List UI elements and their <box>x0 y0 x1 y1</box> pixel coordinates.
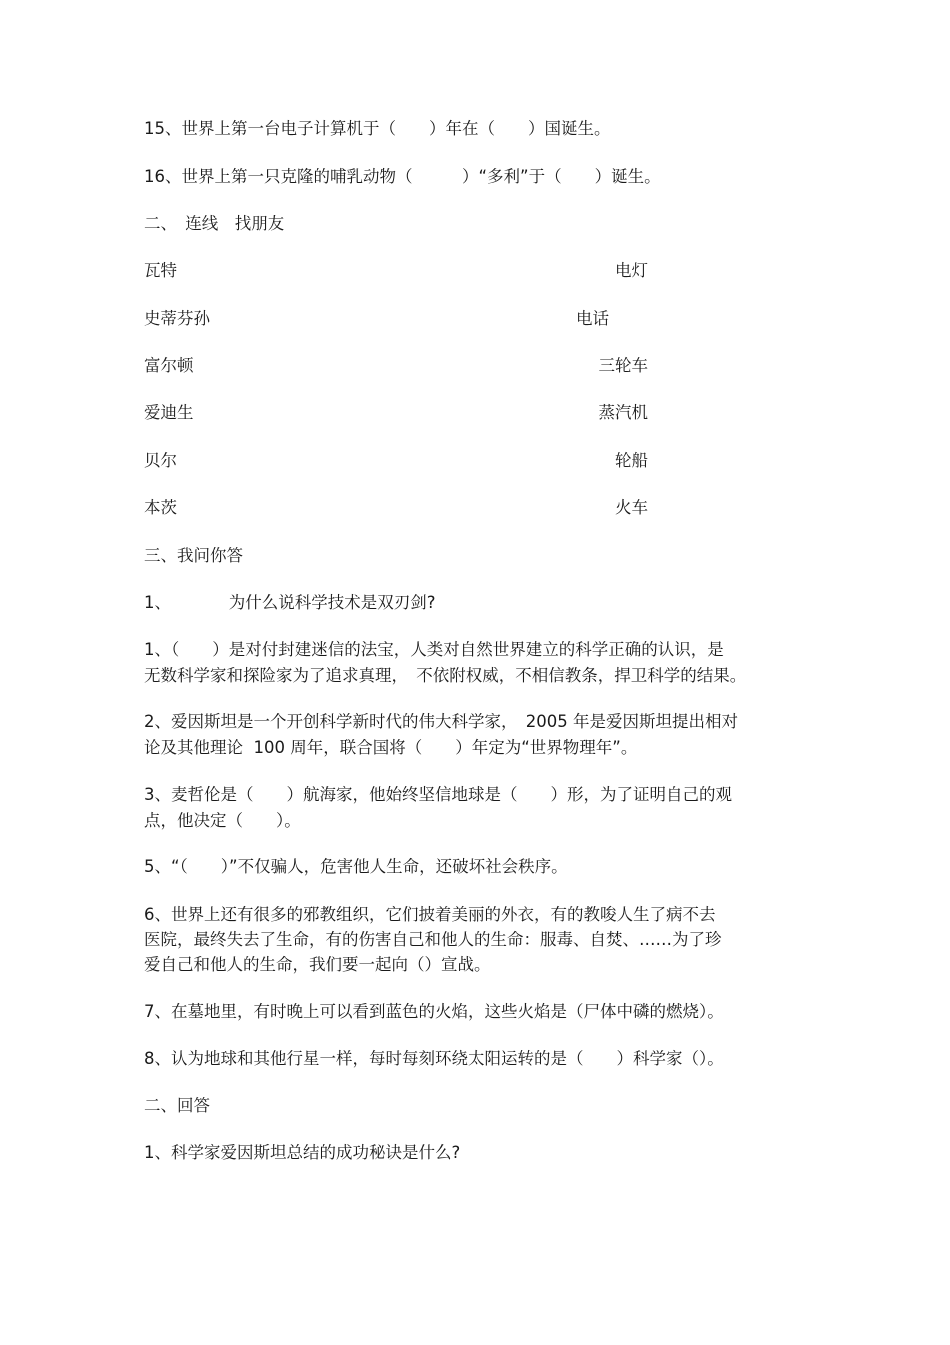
qa-question-1: 1、 为什么说科学技术是双刃剑? <box>144 593 436 612</box>
section-heading-qa: 三、我问你答 <box>144 546 243 565</box>
match-right-item: 轮船 <box>615 451 648 470</box>
fill-in-item-6-line-3: 爱自己和他人的生命，我们要一起向（）宣战。 <box>144 955 491 974</box>
match-left-item: 爱迪生 <box>144 403 194 422</box>
match-left-item: 瓦特 <box>144 261 177 280</box>
fill-in-question-15: 15、世界上第一台电子计算机于（ ）年在（ ）国诞生。 <box>144 119 611 138</box>
answer-question-1: 1、科学家爱因斯坦总结的成功秘诀是什么? <box>144 1143 461 1162</box>
fill-in-item-8: 8、认为地球和其他行星一样，每时每刻环绕太阳运转的是（ ）科学家（）。 <box>144 1049 724 1068</box>
match-right-item: 三轮车 <box>598 356 648 375</box>
match-right-item: 电灯 <box>615 261 648 280</box>
fill-in-item-3-line-2: 点，他决定（ ）。 <box>144 811 301 830</box>
fill-in-item-1-line-1: 1、（ ）是对付封建迷信的法宝，人类对自然世界建立的科学正确的认识，是 <box>144 640 724 659</box>
fill-in-item-5: 5、“（ ）”不仅骗人，危害他人生命，还破坏社会秩序。 <box>144 857 568 876</box>
match-right-item: 火车 <box>615 498 648 517</box>
fill-in-item-2-line-2: 论及其他理论 100 周年，联合国将（ ）年定为“世界物理年”。 <box>144 738 638 757</box>
fill-in-item-6-line-2: 医院，最终失去了生命，有的伤害自己和他人的生命：服毒、自焚、……为了珍 <box>144 930 722 949</box>
fill-in-item-7: 7、在墓地里，有时晚上可以看到蓝色的火焰，这些火焰是（尸体中磷的燃烧）。 <box>144 1002 724 1021</box>
match-left-item: 富尔顿 <box>144 356 194 375</box>
match-left-item: 本茨 <box>144 498 177 517</box>
match-right-item: 电话 <box>576 309 609 328</box>
fill-in-item-3-line-1: 3、麦哲伦是（ ）航海家，他始终坚信地球是（ ）形，为了证明自己的观 <box>144 785 732 804</box>
fill-in-item-2-line-1: 2、爱因斯坦是一个开创科学新时代的伟大科学家， 2005 年是爱因斯坦提出相对 <box>144 712 738 731</box>
fill-in-item-1-line-2: 无数科学家和探险家为了追求真理， 不依附权威，不相信教条，捍卫科学的结果。 <box>144 666 747 685</box>
fill-in-item-6-line-1: 6、世界上还有很多的邪教组织，它们披着美丽的外衣，有的教唆人生了病不去 <box>144 905 716 924</box>
section-heading-answer: 二、回答 <box>144 1096 210 1115</box>
match-right-item: 蒸汽机 <box>598 403 648 422</box>
match-left-item: 贝尔 <box>144 451 177 470</box>
section-heading-matching: 二、 连线 找朋友 <box>144 214 285 233</box>
match-left-item: 史蒂芬孙 <box>144 309 210 328</box>
fill-in-question-16: 16、世界上第一只克隆的哺乳动物（ ）“多利”于（ ）诞生。 <box>144 167 661 186</box>
